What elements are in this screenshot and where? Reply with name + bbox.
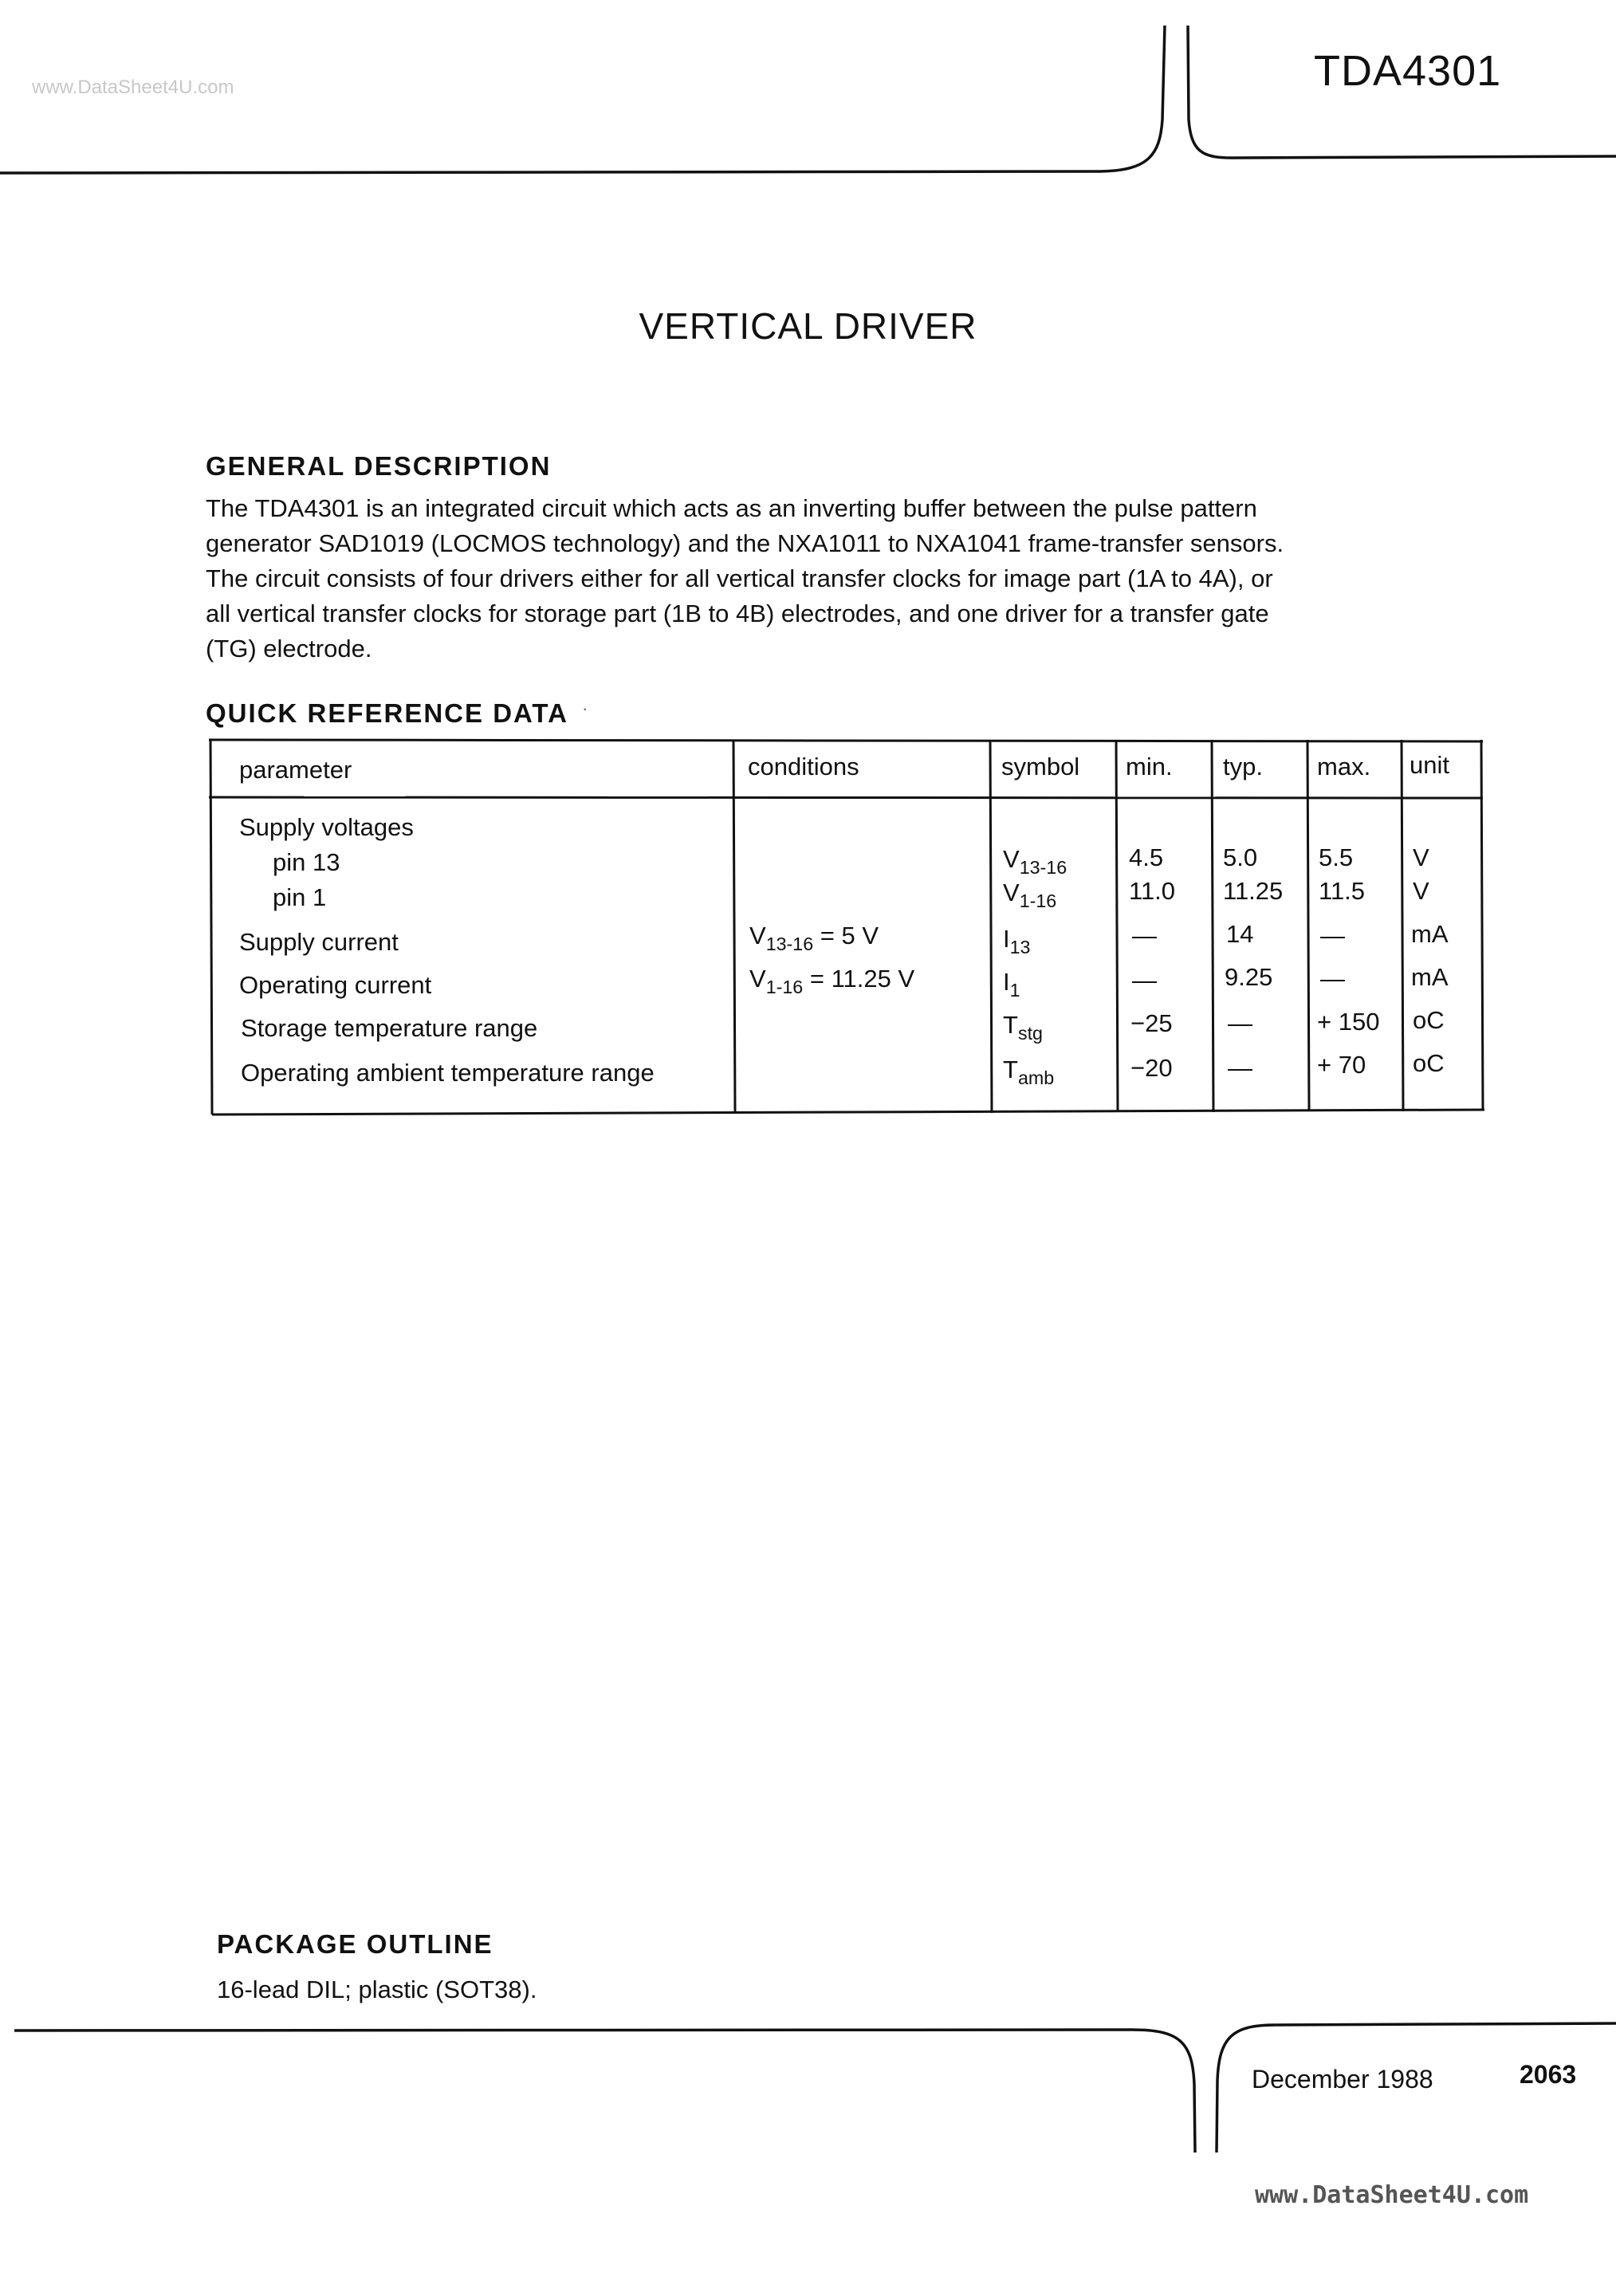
col-header-max: max.	[1317, 753, 1371, 780]
group-label-supply-voltages: Supply voltages	[239, 813, 414, 841]
table-cell-symbol: $T_{amb}$	[1003, 1056, 1055, 1089]
table-cell-min: −25	[1130, 1009, 1173, 1037]
col-header-unit: unit	[1410, 751, 1449, 779]
description-line: all vertical transfer clocks for storage part (1B to 4B) electrodes, and one driver for a transfer gate	[206, 600, 1269, 627]
package-outline-heading: PACKAGE OUTLINE	[217, 1929, 493, 1959]
table-cell-symbol: $T_{stg}$	[1003, 1011, 1043, 1044]
heading-mark: ·	[582, 698, 588, 718]
col-header-symbol: symbol	[1001, 753, 1080, 780]
table-cell-typ: 5.0	[1223, 843, 1258, 871]
table-cell-symbol: $I_{13}$	[1003, 925, 1031, 958]
description-line: generator SAD1019 (LOCMOS technology) and the NXA1011 to NXA1041 frame-transfer sensors.	[206, 529, 1284, 557]
table-cell-symbol: $I_1$	[1003, 968, 1020, 1001]
table-cell-unit: V	[1413, 843, 1429, 871]
table-cell-unit: mA	[1411, 963, 1449, 991]
table-cell-min: —	[1132, 966, 1157, 994]
col-header-min: min.	[1126, 753, 1173, 780]
footer-watermark: www.DataSheet4U.com	[1255, 2181, 1529, 2209]
document-title: VERTICAL DRIVER	[639, 305, 977, 347]
package-outline-text: 16-lead DIL; plastic (SOT38).	[217, 1976, 537, 2003]
table-cell-min: —	[1132, 922, 1157, 949]
table-cell-unit: mA	[1411, 920, 1449, 948]
table-cell-max: + 150	[1317, 1008, 1380, 1036]
general-description-heading: GENERAL DESCRIPTION	[206, 451, 552, 481]
col-header-conditions: conditions	[748, 753, 859, 780]
table-cell-max: —	[1320, 922, 1345, 949]
table-cell-parameter: pin 13	[273, 848, 340, 876]
table-cell-parameter: Supply current	[239, 928, 399, 956]
table-cell-unit: oC	[1413, 1006, 1445, 1034]
page-number: 2063	[1520, 2060, 1577, 2089]
table-cell-parameter: Operating current	[239, 971, 432, 999]
table-cell-max: + 70	[1317, 1051, 1366, 1079]
footer-date: December 1988	[1252, 2065, 1433, 2094]
table-cell-typ: —	[1228, 1054, 1252, 1082]
table-cell-symbol: $V_{13-16}$	[1003, 845, 1068, 879]
table-cell-max: 11.5	[1319, 877, 1366, 905]
description-line: (TG) electrode.	[206, 635, 372, 662]
description-line: The TDA4301 is an integrated circuit which acts as an inverting buffer between the pulse pattern	[206, 494, 1257, 522]
table-cell-symbol: $V_{1-16}$	[1003, 879, 1057, 912]
general-description-body	[206, 491, 1449, 666]
table-cell-typ: 9.25	[1225, 963, 1273, 991]
col-header-parameter: parameter	[239, 756, 352, 784]
col-header-typ: typ.	[1223, 753, 1263, 780]
table-cell-max: —	[1320, 965, 1345, 993]
table-cell-unit: oC	[1413, 1049, 1445, 1077]
table-cell-unit: V	[1413, 877, 1429, 905]
table-cell-parameter: Operating ambient temperature range	[241, 1059, 655, 1087]
part-number: TDA4301	[1314, 47, 1502, 95]
table-cell-parameter: pin 1	[273, 883, 327, 911]
quick-reference-heading: QUICK REFERENCE DATA	[206, 698, 568, 728]
table-cell-max: 5.5	[1319, 843, 1354, 871]
table-cell-min: −20	[1130, 1054, 1173, 1082]
table-cell-typ: 11.25	[1223, 877, 1284, 905]
header-watermark: www.DataSheet4U.com	[32, 77, 234, 98]
table-cell-typ: 14	[1226, 920, 1254, 948]
description-line: The circuit consists of four drivers either for all vertical transfer clocks for image part (1A to 4A), or	[206, 564, 1273, 592]
table-cell-conditions: $V_{13-16} = 5$ V	[749, 922, 879, 955]
table-cell-min: 4.5	[1129, 843, 1164, 871]
top-rule-left	[0, 26, 1165, 173]
table-cell-typ: —	[1228, 1009, 1252, 1037]
table-cell-conditions: $V_{1-16} = 11.25$ V	[749, 965, 915, 998]
table-cell-min: 11.0	[1129, 877, 1176, 905]
table-cell-parameter: Storage temperature range	[241, 1014, 538, 1042]
bottom-rule-left	[14, 2030, 1195, 2152]
